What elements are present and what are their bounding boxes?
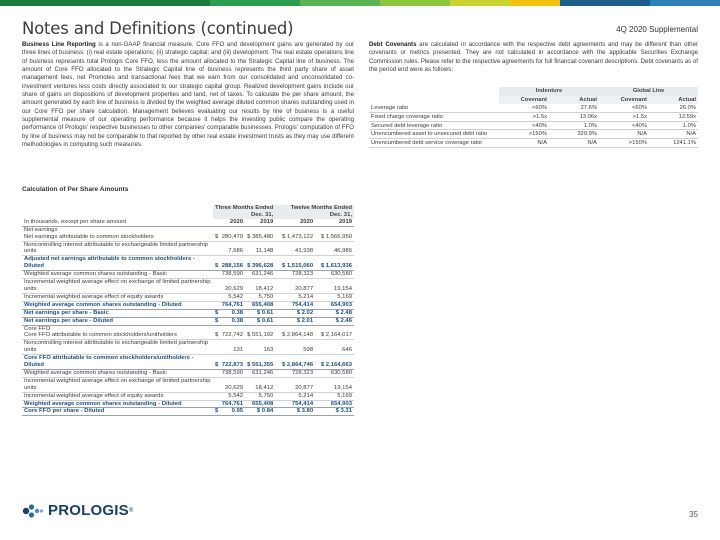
row-label: Weighted average common shares outstanding - Diluted (22, 400, 213, 408)
three-months-sub: Dec. 31, (213, 212, 275, 219)
top-color-bar (0, 0, 720, 6)
covenant-label: Unencumbered debt service coverage ratio (369, 139, 499, 148)
color-bar-segment (560, 0, 650, 6)
row-value: 280,470 (219, 234, 245, 241)
row-label: Net earnings per share - Basic (22, 309, 213, 317)
covenant-row (369, 139, 698, 148)
row-value (245, 325, 275, 332)
twelve-months-header: Twelve Months Ended (275, 205, 354, 212)
row-label: Noncontrolling interest attributable to exchangeable limited partnership units (22, 340, 213, 355)
table-row (22, 309, 354, 317)
color-bar-segment (510, 0, 560, 6)
business-line-reporting-note (22, 41, 354, 149)
row-label: Incremental weighted average effect of equity awards (22, 293, 213, 301)
indenture-covenant: N/A (499, 139, 549, 148)
note-body: is a non-GAAP financial measure. Core FFO and development gains are generated by our three lines of business: (i) real estate operations; (ii) strategic capital; and (iii) development. The real estate operations line of business represents total Prologis Core FFO, less the amount allocated to the Strategic Capital line of business. The amount of Core FFO allocated to the Strategic Capital line of business represents the third party share of asset management fees, net Promotes and transactional fees that we earn from our consolidated and unconsolidated co-investment ventures less costs directly associated to our strategic capital group. Realized development gains include our share of gains on dispositions of development properties and land, net of taxes. To calculate the per share amount, the amount generated by each line of business is divided by the weighted average diluted common shares outstanding used in our Core FFO per share calculation. Management believes evaluating our results by line of business is a useful supplemental measure of our operating performance because it helps the investing public compare the operating performance of Prologis' respective businesses to other companies' comparable businesses. Prologis' computation of FFO by line of business may not be comparable to that reported by other real estate investment trusts as they may use different methodologies in computing such measures. (22, 41, 355, 149)
period-header (22, 205, 354, 212)
global-line-covenant: <60% (599, 104, 649, 113)
covenant-label: Unencumbered asset to unsecured debt ratio (369, 130, 499, 139)
row-label: Incremental weighted average effect on exchange of limited partnership units (22, 279, 213, 294)
global-line-actual: 1241.1% (649, 139, 698, 148)
covenant-column-header (369, 96, 698, 105)
table-row (22, 355, 354, 370)
row-value: $ 2.02 (275, 309, 315, 317)
row-label: Net earnings per share - Diluted (22, 317, 213, 325)
global-line-actual: 1.0% (649, 121, 698, 130)
row-value: 5,542 (219, 392, 245, 400)
table-row (22, 317, 354, 325)
global-line-actual: 12.59x (649, 113, 698, 122)
row-value: 631,246 (245, 369, 275, 377)
row-value: 764,761 (219, 301, 245, 309)
row-label: Weighted average common shares outstanding - Basic (22, 369, 213, 377)
global-line-actual: 26.0% (649, 104, 698, 113)
row-label: Net earnings attributable to common stockholders (22, 234, 213, 241)
row-value: 18,412 (245, 279, 275, 294)
row-label: Incremental weighted average effect on exchange of limited partnership units (22, 377, 213, 392)
covenant-group-header (369, 87, 698, 96)
color-bar-segment (0, 0, 210, 6)
indenture-actual: 320.9% (549, 130, 599, 139)
row-value: $ 1,473,122 (275, 234, 315, 241)
row-label: Core FFO (24, 325, 51, 332)
currency-symbol: $ (215, 408, 219, 415)
table-row (22, 293, 354, 301)
section-header-row (22, 226, 354, 233)
indenture-actual: 13.06x (549, 113, 599, 122)
table-row (22, 377, 354, 392)
indenture-actual: 27.6% (549, 104, 599, 113)
units-label: In thousands, except per share amount (22, 219, 213, 226)
note-body: are calculated in accordance with the respective debt agreements and may be different than other covenants or metrics presented. They are not calculated in accordance with the applicable Securities Exchange Commission rules. Please refer to the respective agreements for full financial covenant descriptions. Debt covenants as of the period end were as follows: (369, 41, 698, 74)
row-label: Core FFO attributable to common stockholders/unitholders (22, 332, 213, 339)
row-value: 5,214 (275, 293, 315, 301)
row-value: 20,877 (275, 377, 315, 392)
row-value: 5,214 (275, 392, 315, 400)
global-line-covenant: N/A (599, 130, 649, 139)
page-title: Notes and Definitions (continued) (22, 19, 294, 38)
year-2020: 2020 (213, 219, 245, 226)
row-value: 0.95 (219, 408, 245, 416)
page-number: 35 (689, 510, 698, 519)
row-value: $ 396,628 (245, 256, 275, 271)
table-row (22, 301, 354, 309)
col-covenant: Covenant (599, 96, 649, 105)
currency-symbol: $ (213, 355, 219, 370)
color-bar-segment (650, 0, 720, 6)
global-line-covenant: >150% (599, 139, 649, 148)
row-value: 18,412 (245, 377, 275, 392)
prologis-logo-icon (22, 503, 44, 519)
table-row (22, 279, 354, 294)
color-bar-segment (380, 0, 450, 6)
logo-trademark: ® (128, 507, 134, 514)
row-value: 655,408 (245, 400, 275, 408)
three-months-header: Three Months Ended (215, 205, 274, 211)
color-bar-segment (210, 0, 300, 6)
table-row (22, 271, 354, 279)
covenant-row (369, 121, 698, 130)
row-value: $ 1,566,950 (315, 234, 354, 241)
row-value: 20,629 (219, 279, 245, 294)
currency-symbol: $ (215, 332, 219, 339)
row-value: 0.38 (219, 317, 245, 325)
per-share-table (22, 205, 354, 416)
row-value: 5,750 (245, 392, 275, 400)
row-value: 46,986 (315, 241, 354, 256)
row-value: 7,686 (219, 241, 245, 256)
row-value: $ 2,164,017 (315, 332, 354, 339)
row-value: $ 2.48 (315, 309, 354, 317)
row-value (315, 226, 354, 233)
row-value: 5,169 (315, 392, 354, 400)
row-value: 754,414 (275, 400, 315, 408)
row-value: $ 3.80 (275, 408, 315, 416)
row-value: 20,877 (275, 279, 315, 294)
row-value: 41,938 (275, 241, 315, 256)
row-value: 754,414 (275, 301, 315, 309)
row-value: 5,542 (219, 293, 245, 301)
indenture-actual: 1.0% (549, 121, 599, 130)
global-line-actual: N/A (649, 130, 698, 139)
row-value: $ 0.61 (245, 317, 275, 325)
period-sub-header (22, 212, 354, 219)
color-bar-segment (300, 0, 380, 6)
row-value (245, 226, 275, 233)
currency-symbol: $ (213, 256, 219, 271)
row-value (315, 325, 354, 332)
row-value: 288,156 (219, 256, 245, 271)
covenant-label: Leverage ratio (369, 104, 499, 113)
row-value: 738,590 (219, 271, 245, 279)
row-label: Weighted average common shares outstanding - Diluted (22, 301, 213, 309)
row-value: $ 2,164,663 (315, 355, 354, 370)
row-value: 722,742 (219, 332, 245, 339)
row-value: 131 (219, 340, 245, 355)
global-line-covenant: >1.5x (599, 113, 649, 122)
year-2020: 2020 (275, 219, 315, 226)
row-value: $ 0.84 (245, 408, 275, 416)
row-label: Incremental weighted average effect of equity awards (22, 392, 213, 400)
table-row (22, 400, 354, 408)
row-value: $ 2,864,148 (275, 332, 315, 339)
row-value: 646 (315, 340, 354, 355)
currency-symbol: $ (215, 233, 219, 240)
row-value: 20,629 (219, 377, 245, 392)
note-lead: Business Line Reporting (22, 41, 96, 48)
logo-wordmark: PROLOGIS (48, 502, 129, 519)
currency-symbol: $ (215, 317, 219, 324)
row-label: Weighted average common shares outstanding - Basic (22, 271, 213, 279)
row-value: $ 551,192 (245, 332, 275, 339)
note-lead: Debt Covenants (369, 41, 417, 48)
col-actual: Actual (549, 96, 599, 105)
row-value: 0.38 (219, 309, 245, 317)
col-covenant: Covenant (499, 96, 549, 105)
row-label: Adjusted net earnings attributable to common stockholders - Diluted (22, 256, 213, 271)
table-row (22, 340, 354, 355)
year-2019: 2019 (315, 219, 354, 226)
row-value: 5,750 (245, 293, 275, 301)
group-indenture: Indenture (499, 87, 599, 96)
debt-covenants-table (369, 87, 698, 148)
debt-covenants-note (369, 41, 698, 74)
row-value: 631,246 (245, 271, 275, 279)
currency-symbol: $ (215, 309, 219, 316)
group-global-line: Global Line (599, 87, 698, 96)
row-value (219, 325, 245, 332)
indenture-actual: N/A (549, 139, 599, 148)
row-value: 722,873 (219, 355, 245, 370)
covenant-row (369, 130, 698, 139)
row-value (275, 226, 315, 233)
year-header (22, 219, 354, 226)
row-value: 5,169 (315, 293, 354, 301)
covenant-label: Fixed charge coverage ratio (369, 113, 499, 122)
row-value: $ 2.46 (315, 317, 354, 325)
row-value (275, 325, 315, 332)
report-period-label: 4Q 2020 Supplemental (616, 25, 698, 34)
col-actual: Actual (649, 96, 698, 105)
row-value: $ 385,480 (245, 234, 275, 241)
covenant-label: Secured debt leverage ratio (369, 121, 499, 130)
year-2019: 2019 (245, 219, 275, 226)
indenture-covenant: <40% (499, 121, 549, 130)
row-value: 728,323 (275, 271, 315, 279)
row-value: $ 1,515,060 (275, 256, 315, 271)
table-row (22, 332, 354, 339)
table-row (22, 408, 354, 416)
row-value: 654,903 (315, 400, 354, 408)
row-label: Noncontrolling interest attributable to exchangeable limited partnership units (22, 241, 213, 256)
twelve-months-sub: Dec. 31, (275, 212, 354, 219)
table-row (22, 241, 354, 256)
table-row (22, 234, 354, 241)
row-value: 630,580 (315, 271, 354, 279)
row-value: 598 (275, 340, 315, 355)
row-value: 630,580 (315, 369, 354, 377)
row-value: 655,408 (245, 301, 275, 309)
row-value: $ 3.31 (315, 408, 354, 416)
covenant-row (369, 113, 698, 122)
row-label: Core FFO per share - Diluted (22, 408, 213, 416)
row-value: $ 2.01 (275, 317, 315, 325)
color-bar-segment (450, 0, 510, 6)
row-value (219, 226, 245, 233)
row-value: 728,323 (275, 369, 315, 377)
row-value: $ 1,613,936 (315, 256, 354, 271)
row-value: 19,154 (315, 279, 354, 294)
row-label: Core FFO attributable to common stockholders/unitholders - Diluted (22, 355, 213, 370)
row-value: 654,903 (315, 301, 354, 309)
row-value: 163 (245, 340, 275, 355)
row-value: $ 551,355 (245, 355, 275, 370)
per-share-section-title: Calculation of Per Share Amounts (22, 186, 129, 193)
row-value: 19,154 (315, 377, 354, 392)
indenture-covenant: >1.5x (499, 113, 549, 122)
row-value: 11,148 (245, 241, 275, 256)
table-row (22, 392, 354, 400)
row-value: 738,590 (219, 369, 245, 377)
row-value: $ 0.61 (245, 309, 275, 317)
covenant-row (369, 104, 698, 113)
section-header-row (22, 325, 354, 332)
indenture-covenant: <60% (499, 104, 549, 113)
row-label: Net earnings (24, 226, 58, 233)
company-logo (22, 502, 133, 519)
indenture-covenant: >150% (499, 130, 549, 139)
table-row (22, 369, 354, 377)
table-row (22, 256, 354, 271)
row-value: 764,761 (219, 400, 245, 408)
global-line-covenant: <40% (599, 121, 649, 130)
row-value: $ 2,864,746 (275, 355, 315, 370)
